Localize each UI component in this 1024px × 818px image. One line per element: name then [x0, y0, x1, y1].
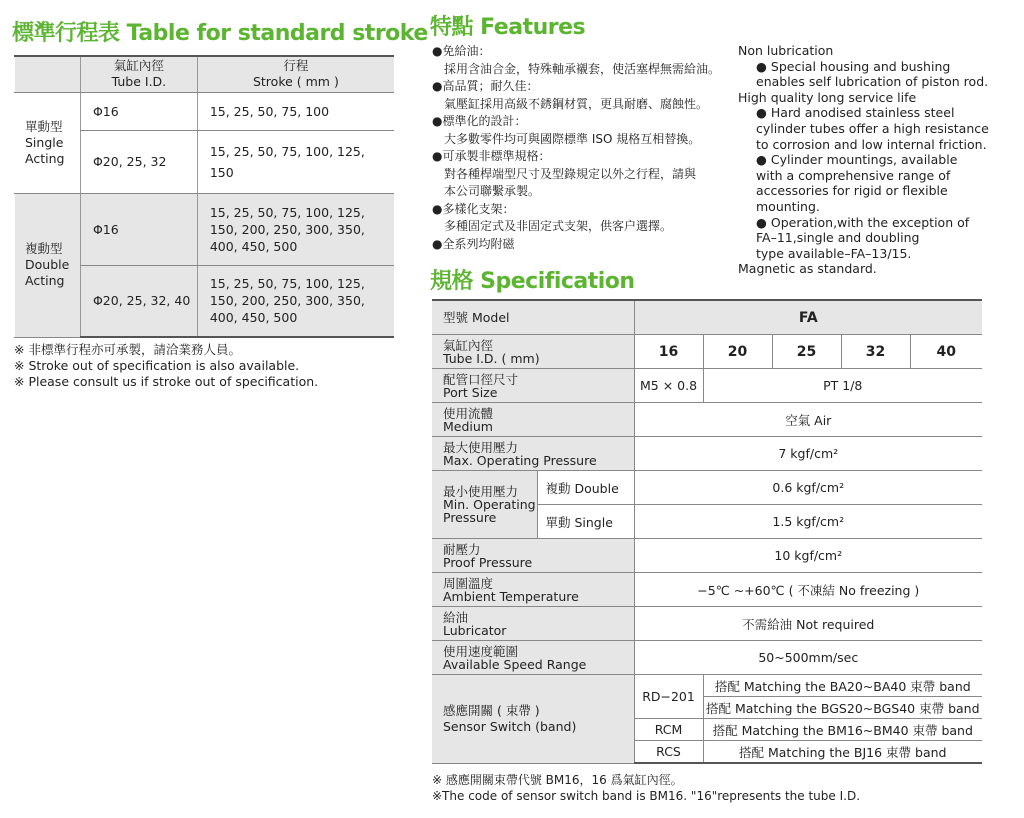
label-en: Pressure [443, 510, 497, 525]
label-en: Ambient Temperature [443, 588, 579, 604]
sensor-band: 搭配 Matching the BA20~BA40 束帶 band [703, 675, 982, 697]
table-row [15, 92, 395, 130]
minp-label [432, 471, 537, 539]
spec-table [432, 299, 982, 764]
minp-double-value: 0.6 kgf/cm² [634, 471, 982, 505]
features-zh [432, 43, 732, 253]
stroke-cell [197, 193, 394, 265]
label-en: Max. Operating Pressure [443, 452, 597, 468]
table-row [432, 403, 982, 437]
tube-cell: Φ20, 25, 32, 40 [80, 265, 197, 337]
header-empty-cell [15, 56, 81, 92]
medium-label [432, 403, 634, 437]
feature-desc: 對各種桿端型尺寸及型錄規定以外之行程，請與 [444, 166, 697, 181]
minp-single-value: 1.5 kgf/cm² [634, 505, 982, 539]
spec-heading: 規格 Specification [430, 269, 635, 294]
header-tube-en: Tube I.D. [111, 74, 167, 90]
header-stroke-zh: 行程 [283, 58, 309, 74]
minp-single-label: 單動 Single [537, 505, 634, 539]
table-row [432, 573, 982, 607]
tube-size: 16 [634, 335, 703, 369]
tube-size: 20 [703, 335, 772, 369]
feature-en-text: accessories for rigid or flexible [756, 183, 948, 199]
port-label [432, 369, 634, 403]
tube-cell: Φ20, 25, 32 [80, 130, 197, 193]
note-line: ※ Please consult us if stroke out of specification. [14, 374, 319, 389]
temp-label [432, 573, 634, 607]
feature-en-text: mounting. [756, 198, 820, 214]
medium-value: 空氣 Air [634, 403, 982, 437]
feature-en-text: ● Hard anodised stainless steel [756, 105, 955, 121]
stroke-line: 15, 25, 50, 75, 100, 125, [209, 204, 365, 220]
feature-desc: 採用含油合金，特殊軸承襯套，使活塞桿無需給油。 [444, 61, 721, 76]
table-row [432, 607, 982, 641]
label-zh: 使用速度範圍 [443, 643, 519, 659]
type-double [15, 193, 81, 337]
port-value: M5 × 0.8 [634, 369, 703, 403]
type-en: Double [25, 257, 70, 272]
lub-label [432, 607, 634, 641]
sensor-label [432, 675, 634, 764]
feature-en-title: Magnetic as standard. [738, 261, 877, 277]
stroke-line: 15, 25, 50, 75, 100, 125, [209, 276, 365, 292]
proof-value: 10 kgf/cm² [634, 539, 982, 573]
minp-double-label: 複動 Double [537, 471, 634, 505]
stroke-table-heading: 標準行程表 Table for standard stroke [12, 21, 428, 46]
header-stroke-en: Stroke ( mm ) [252, 74, 339, 90]
maxp-label [432, 437, 634, 471]
feature-en-text: to corrosion and low internal friction. [756, 136, 987, 152]
sensor-model: RD−201 [634, 675, 703, 719]
sensor-model: RCM [634, 719, 703, 741]
feature-en-text: type available–FA–13/15. [756, 245, 912, 261]
type-zh: 複動型 [25, 241, 63, 256]
feature-en-text: with a comprehensive range of [756, 167, 951, 183]
stroke-line: 150, 200, 250, 300, 350, [209, 221, 365, 237]
label-en: Available Speed Range [443, 656, 587, 672]
stroke-line: 15, 25, 50, 75, 100 [209, 103, 330, 119]
stroke-cell [197, 265, 394, 337]
note-line: ※ 感應開關束帶代號 BM16，16 爲氣缸內徑。 [432, 773, 683, 787]
table-row [432, 300, 982, 335]
label-en: Port Size [443, 384, 498, 400]
type-en: Single [25, 134, 64, 150]
stroke-cell [197, 92, 394, 130]
label-zh: 氣缸內徑 [443, 337, 494, 353]
tube-label [432, 335, 634, 369]
stroke-line: 150 [209, 164, 234, 180]
stroke-table [14, 55, 394, 338]
model-value: FA [634, 300, 982, 335]
sensor-band: 搭配 Matching the BGS20~BGS40 束帶 band [703, 697, 982, 719]
stroke-line: 150, 200, 250, 300, 350, [209, 293, 365, 309]
header-tube-zh: 氣缸內徑 [113, 58, 164, 74]
stroke-line: 15, 25, 50, 75, 100, 125, [209, 143, 365, 159]
table-row [432, 437, 982, 471]
feature-en-text: enables self lubrication of piston rod. [756, 74, 989, 90]
label-zh: 周圍溫度 [443, 575, 494, 591]
label-zh: 給油 [443, 609, 469, 625]
table-row [432, 641, 982, 675]
sensor-band: 搭配 Matching the BJ16 束帶 band [703, 741, 982, 764]
feature-desc: 大多數零件均可與國際標準 ISO 規格互相替換。 [444, 131, 701, 146]
type-en: Acting [25, 150, 65, 166]
feature-title: ●免給油： [432, 44, 491, 58]
feature-title: ●標準化的設計： [432, 114, 527, 128]
feature-en-text: FA–11,single and doubling [756, 230, 920, 246]
sensor-model: RCS [634, 741, 703, 764]
label-zh: 配管口徑尺寸 [443, 371, 519, 387]
stroke-line: 400, 450, 500 [209, 310, 298, 326]
features-heading: 特點 Features [430, 15, 586, 40]
table-row [15, 193, 395, 265]
table-row [432, 539, 982, 573]
feature-en-title: High quality long service life [738, 89, 917, 105]
speed-label [432, 641, 634, 675]
label-zh: 最大使用壓力 [443, 439, 519, 455]
feature-desc: 本公司聯繫承製。 [444, 184, 541, 198]
table-row [432, 675, 982, 697]
label-zh: 耐壓力 [443, 541, 481, 557]
feature-title: ●多樣化支架： [432, 201, 515, 216]
feature-desc: 氣壓缸採用高級不銹鋼材質，更具耐磨、腐蝕性。 [444, 96, 709, 111]
table-row [432, 369, 982, 403]
label-en: Lubricator [443, 622, 507, 638]
port-value: PT 1/8 [703, 369, 982, 403]
feature-en-text: ● Special housing and bushing [756, 58, 951, 74]
feature-en-text: cylinder tubes offer a high resistance [756, 120, 989, 136]
tube-size: 25 [772, 335, 841, 369]
type-en: Acting [25, 273, 65, 288]
feature-en-text: ● Operation,with the exception of [756, 214, 970, 230]
label-en: Proof Pressure [443, 554, 533, 570]
table-row [432, 471, 982, 505]
proof-label [432, 539, 634, 573]
temp-value: −5℃ ~+60℃ ( 不凍結 No freezing ) [634, 573, 982, 607]
stroke-line: 400, 450, 500 [209, 238, 298, 254]
header-tube-id [80, 56, 197, 92]
label-zh: 使用流體 [443, 405, 494, 421]
label-zh: 感應開關 ( 束帶 ) [443, 702, 540, 718]
label-zh: 最小使用壓力 [443, 484, 519, 499]
stroke-notes [14, 342, 318, 390]
note-line: ※ Stroke out of specification is also available. [14, 358, 300, 373]
tube-size: 32 [841, 335, 910, 369]
model-label: 型號 Model [432, 300, 634, 335]
features-en [738, 43, 1008, 277]
label-en: Sensor Switch (band) [443, 718, 577, 734]
speed-value: 50~500mm/sec [634, 641, 982, 675]
feature-title: ●全系列均附磁 [432, 236, 515, 251]
sensor-band: 搭配 Matching the BM16~BM40 束帶 band [703, 719, 982, 741]
feature-title: ●可承製非標準規格： [432, 149, 551, 163]
spec-notes [432, 772, 860, 804]
header-stroke [197, 56, 394, 92]
note-line: ※The code of sensor switch band is BM16. "16"represents the tube I.D. [432, 789, 861, 803]
feature-desc: 多種固定式及非固定式支架，供客户選擇。 [444, 219, 673, 233]
feature-title: ●高品質；耐久佳： [432, 79, 539, 93]
table-row [432, 335, 982, 369]
note-line: ※ 非標準行程亦可承製，請洽業務人員。 [14, 342, 241, 357]
tube-size: 40 [910, 335, 982, 369]
feature-en-text: ● Cylinder mountings, available [756, 152, 958, 168]
type-zh: 單動型 [25, 118, 63, 134]
lub-value: 不需給油 Not required [634, 607, 982, 641]
maxp-value: 7 kgf/cm² [634, 437, 982, 471]
label-en: Tube I.D. ( mm) [443, 350, 540, 366]
label-en: Min. Operating [443, 497, 536, 512]
stroke-cell [197, 130, 394, 193]
tube-cell: Φ16 [80, 193, 197, 265]
type-single [15, 92, 81, 193]
feature-en-title: Non lubrication [738, 43, 834, 58]
label-en: Medium [443, 418, 493, 434]
tube-cell: Φ16 [80, 92, 197, 130]
